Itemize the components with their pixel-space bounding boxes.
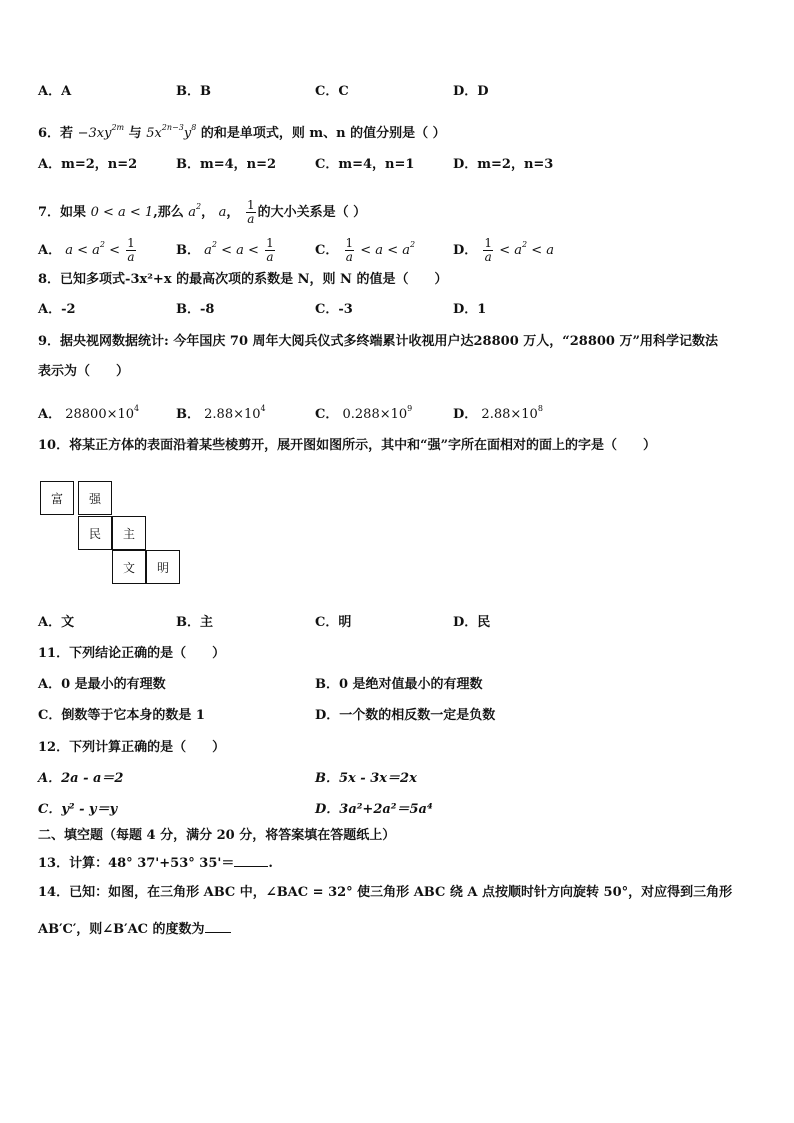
q13-stem [38, 854, 273, 873]
q8-option-d: D．1 [453, 302, 487, 317]
q9-option-b: B． $2.88\times 10^4$ [176, 404, 266, 422]
q12-option-a: A．2a - a＝2 [38, 771, 124, 786]
q12-option-c: C．y² - y＝y [38, 802, 118, 817]
q9-stem-line1: 9．据央视网数据统计: 今年国庆 70 周年大阅兵仪式多终端累计收视用户达28800 万人，“28800 万”用科学记数法 [38, 334, 718, 349]
q6-option-d: D．m=2，n=3 [453, 157, 554, 172]
q5-option-b: B．B [176, 84, 211, 99]
net-cell-zhu: 主 [112, 516, 146, 550]
q6-pre: 若 [60, 126, 74, 141]
q7-stem: 7．如果 0 < a < 1,那么 $a^2$， a， $\frac{1}{a}$ 的大小关系是（ ） [38, 198, 367, 226]
q7-option-b: B． $a^2 < a$ < $\frac{1}{a}$ [176, 236, 274, 264]
q12-option-b: B．5x - 3x＝2x [315, 771, 417, 786]
q8-option-a: A．-2 [38, 302, 76, 317]
q6-post: 的和是单项式，则 m、n 的值分别是（ ） [200, 126, 446, 141]
q7-a: a [218, 205, 227, 220]
q14-stem-line2 [38, 920, 231, 939]
q6-option-b: B．m=4，n=2 [176, 157, 277, 172]
q7-fraction: $\frac{1}{a}$ [246, 198, 255, 226]
q8-option-c: C．-3 [315, 302, 353, 317]
q7-a-squared: $a^2$ [188, 202, 202, 220]
q8-stem: 8．已知多项式-3x²+x 的最高次项的系数是 N，则 N 的值是（ ） [38, 272, 448, 287]
q11-option-a: A．0 是最小的有理数 [38, 677, 166, 692]
q6-option-a: A．m=2，n=2 [38, 157, 138, 172]
net-cell-ming: 明 [146, 550, 180, 584]
q9-option-a: A． $28800\times 10^4$ [38, 404, 140, 422]
q11-stem: 11．下列结论正确的是（ ） [38, 646, 226, 661]
q9-option-d: D． $2.88\times 10^8$ [453, 404, 543, 422]
q6-stem: 6．若 $-3xy^{2m}$ 与 $5x^{2n-3}y^8$ 的和是单项式，则 m、n 的值分别是（ ） [38, 123, 446, 141]
q12-stem: 12．下列计算正确的是（ ） [38, 740, 226, 755]
net-cell-wen: 文 [112, 550, 146, 584]
net-cell-min: 民 [78, 516, 112, 550]
q10-option-a: A．文 [38, 615, 75, 630]
q7-option-d: D． $\frac{1}{a}$ < $a^2 < a$ [453, 236, 554, 264]
q7-pre: 如果 [60, 205, 87, 220]
q6-number: 6． [38, 126, 61, 141]
q11-option-d: D．一个数的相反数一定是负数 [315, 708, 496, 723]
q7-post: 的大小关系是（ ） [257, 205, 367, 220]
q14-answer-blank [205, 920, 231, 933]
q14-line2-text: AB′C′，则∠B′AC 的度数为 [38, 922, 205, 937]
q13-text: 13．计算：48° 37'+53° 35'＝ [38, 856, 235, 871]
q7-number: 7． [38, 205, 61, 220]
q14-stem-line1: 14．已知：如图，在三角形 ABC 中，∠BAC = 32° 使三角形 ABC 绕 A 点按顺时针方向旋转 50°，对应得到三角形 [38, 885, 733, 900]
q7-mid: ,那么 [153, 205, 184, 220]
q13-answer-blank [234, 854, 268, 867]
q9-stem-line2: 表示为（ ） [38, 364, 130, 379]
q10-option-c: C．明 [315, 615, 352, 630]
q10-option-d: D．民 [453, 615, 491, 630]
q13-end: . [268, 856, 273, 871]
q5-option-c: C．C [315, 84, 349, 99]
q9-option-c: C． $0.288\times 10^9$ [315, 404, 413, 422]
section-2-heading: 二、填空题（每题 4 分，满分 20 分，将答案填在答题纸上） [38, 828, 396, 843]
q8-option-b: B．-8 [176, 302, 215, 317]
q11-option-c: C．倒数等于它本身的数是 1 [38, 708, 205, 723]
q6-term1: $-3xy^{2m}$ [77, 123, 125, 141]
cube-net-figure [40, 481, 190, 591]
q11-option-b: B．0 是绝对值最小的有理数 [315, 677, 483, 692]
q10-option-b: B．主 [176, 615, 213, 630]
net-cell-qiang: 强 [78, 481, 112, 515]
q6-term2: $5x^{2n-3}y^8$ [146, 123, 197, 141]
q7-option-a: A． $a < a^2$ < $\frac{1}{a}$ [38, 236, 135, 264]
q10-stem: 10．将某正方体的表面沿着某些棱剪开，展开图如图所示，其中和“强”字所在面相对的面上的字是（ ） [38, 438, 657, 453]
net-cell-fu: 富 [40, 481, 74, 515]
q5-option-d: D．D [453, 84, 489, 99]
q12-option-d: D．3a²+2a²＝5a⁴ [315, 802, 433, 817]
q7-option-c: C． $\frac{1}{a}$ < $a < a^2$ [315, 236, 416, 264]
q6-option-c: C．m=4，n=1 [315, 157, 415, 172]
q5-option-a: A．A [38, 84, 72, 99]
q7-condition: 0 < a < 1 [90, 205, 154, 220]
